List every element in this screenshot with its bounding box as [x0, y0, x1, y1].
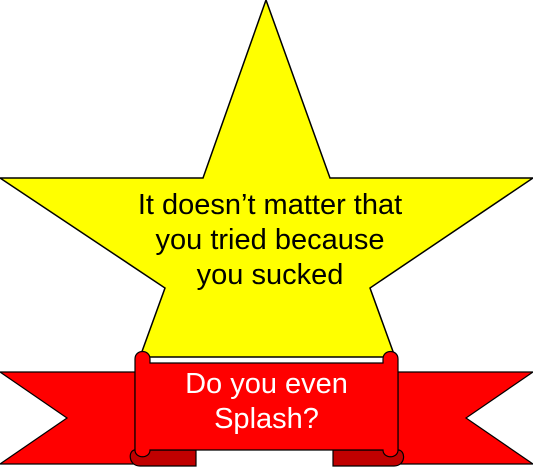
banner-message-line-1: Do you even	[185, 368, 348, 400]
banner-message-line-2: Splash?	[214, 403, 319, 435]
banner-right-tail	[398, 372, 533, 464]
banner-message	[135, 367, 398, 437]
star-message-line-2: you tried because	[155, 224, 385, 256]
star-message	[100, 188, 440, 293]
banner-left-tail	[0, 372, 135, 464]
star-message-line-1: It doesn’t matter that	[137, 189, 403, 221]
star-message-line-3: you sucked	[196, 259, 344, 291]
